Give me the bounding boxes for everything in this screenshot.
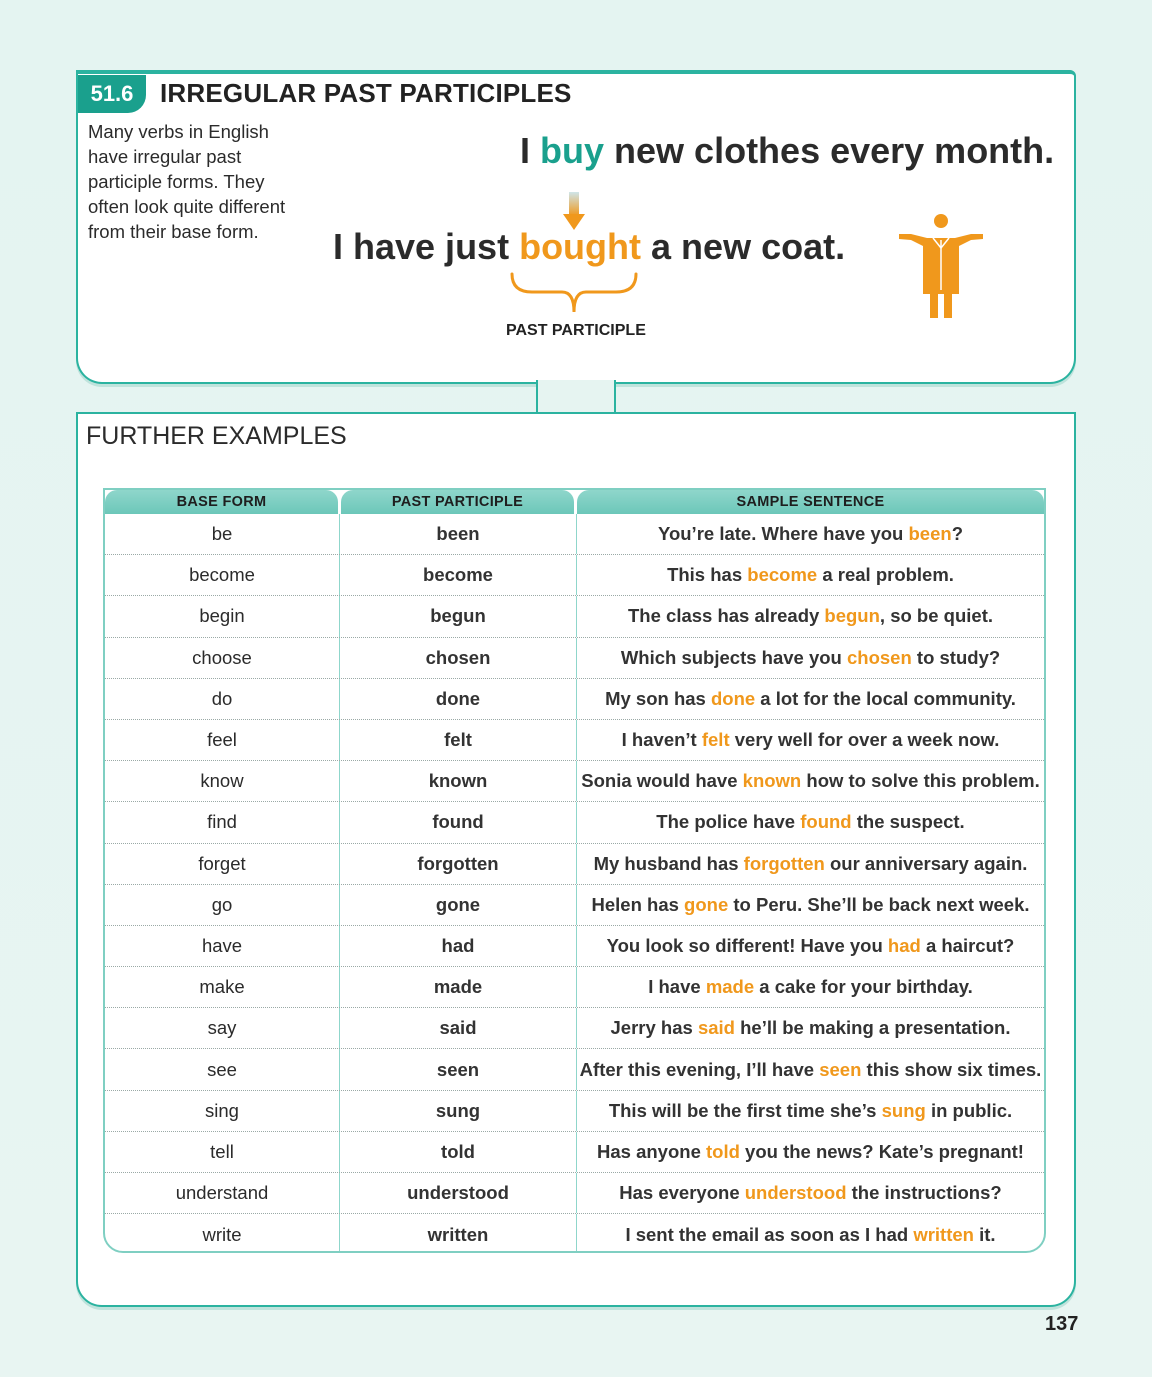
sentence-highlight: said — [697, 1017, 735, 1039]
table-header — [105, 490, 1044, 514]
sentence-highlight: forgotten — [743, 852, 825, 874]
intro-text: Many verbs in English have irregular past participle forms. They often look quite different from their base form. — [88, 121, 286, 242]
table-row — [105, 761, 1044, 802]
cell-sample-sentence — [577, 885, 1044, 925]
cell-base-form: feel — [105, 720, 340, 760]
table-row — [105, 1091, 1044, 1132]
sentence-highlight: begun — [824, 605, 880, 627]
example-post: new clothes every month. — [604, 130, 1055, 171]
cell-sample-sentence — [577, 1091, 1044, 1131]
sentence-post: our anniversary again. — [824, 852, 1028, 874]
table-row — [105, 802, 1044, 843]
sentence-pre: Helen has — [591, 893, 685, 915]
table-row — [105, 926, 1044, 967]
cell-past-participle: told — [340, 1132, 577, 1172]
table-row — [105, 596, 1044, 637]
cell-base-form: begin — [105, 596, 340, 636]
sentence-pre: I sent the email as soon as I had — [625, 1223, 914, 1245]
sentence-highlight: written — [913, 1223, 974, 1245]
cell-base-form: become — [105, 555, 340, 595]
cell-sample-sentence — [577, 1173, 1044, 1213]
cell-past-participle: said — [340, 1008, 577, 1048]
cell-sample-sentence — [577, 802, 1044, 842]
cell-past-participle: forgotten — [340, 844, 577, 884]
sentence-highlight: gone — [684, 893, 729, 915]
header-base-form: BASE FORM — [105, 490, 338, 514]
sentence-pre: I have — [648, 976, 706, 998]
sentence-post: a real problem. — [817, 564, 954, 586]
example-past-participle: bought — [519, 226, 642, 267]
sentence-post: to Peru. She’ll be back next week. — [728, 893, 1030, 915]
example-sentence-perfect — [333, 226, 845, 268]
sentence-post: , so be quiet. — [879, 605, 993, 627]
cell-sample-sentence — [577, 720, 1044, 760]
cell-base-form: see — [105, 1049, 340, 1089]
further-examples-title: FURTHER EXAMPLES — [86, 422, 347, 450]
table-row — [105, 514, 1044, 555]
cell-past-participle: written — [340, 1214, 577, 1253]
cell-sample-sentence — [577, 514, 1044, 554]
panel-connector — [536, 380, 616, 416]
sentence-post: very well for over a week now. — [729, 729, 1000, 751]
cell-past-participle: known — [340, 761, 577, 801]
cell-sample-sentence — [577, 596, 1044, 636]
man-in-coat-icon — [897, 212, 985, 322]
cell-sample-sentence — [577, 1049, 1044, 1089]
sentence-pre: I haven’t — [621, 729, 702, 751]
table-row — [105, 1008, 1044, 1049]
example2-pre: I have just — [333, 226, 520, 267]
cell-sample-sentence — [577, 638, 1044, 678]
header-past-participle: PAST PARTICIPLE — [341, 490, 574, 514]
cell-base-form: tell — [105, 1132, 340, 1172]
cell-base-form: understand — [105, 1173, 340, 1213]
cell-sample-sentence — [577, 761, 1044, 801]
sentence-post: the suspect. — [851, 811, 965, 833]
sentence-pre: Which subjects have you — [620, 646, 847, 668]
sentence-post: how to solve this problem. — [801, 770, 1040, 792]
section-title: IRREGULAR PAST PARTICIPLES — [160, 78, 572, 108]
sentence-post: you the news? Kate’s pregnant! — [739, 1140, 1024, 1162]
cell-sample-sentence — [577, 1008, 1044, 1048]
sentence-highlight: been — [908, 523, 952, 545]
sentence-pre: Has anyone — [597, 1140, 707, 1162]
table-row — [105, 555, 1044, 596]
example-base-verb: buy — [540, 130, 605, 171]
sentence-post: this show six times. — [861, 1058, 1042, 1080]
sentence-pre: Jerry has — [610, 1017, 698, 1039]
cell-base-form: do — [105, 679, 340, 719]
sentence-highlight: told — [706, 1140, 740, 1162]
sentence-post: in public. — [925, 1099, 1013, 1121]
brace-icon — [508, 272, 640, 316]
sentence-highlight: sung — [881, 1099, 926, 1121]
cell-past-participle: become — [340, 555, 577, 595]
table-row — [105, 1214, 1044, 1253]
table-row — [105, 844, 1044, 885]
example-pre: I — [520, 130, 541, 171]
sentence-highlight: had — [887, 934, 921, 956]
sentence-pre: My husband has — [593, 852, 744, 874]
past-participle-label: PAST PARTICIPLE — [506, 322, 646, 339]
cell-base-form: sing — [105, 1091, 340, 1131]
sentence-pre: Sonia would have — [581, 770, 743, 792]
sentence-highlight: become — [747, 564, 818, 586]
sentence-highlight: understood — [744, 1182, 847, 1204]
cell-sample-sentence — [577, 555, 1044, 595]
example2-post: a new coat. — [641, 226, 846, 267]
sentence-post: to study? — [911, 646, 1001, 668]
cell-base-form: go — [105, 885, 340, 925]
table-row — [105, 638, 1044, 679]
cell-base-form: write — [105, 1214, 340, 1253]
sentence-pre: The class has already — [628, 605, 825, 627]
sentence-highlight: found — [800, 811, 852, 833]
sentence-highlight: felt — [701, 729, 730, 751]
sentence-highlight: seen — [819, 1058, 862, 1080]
sentence-highlight: known — [742, 770, 802, 792]
cell-base-form: forget — [105, 844, 340, 884]
sentence-highlight: made — [705, 976, 755, 998]
sentence-post: he’ll be making a presentation. — [734, 1017, 1011, 1039]
header-sample-sentence: SAMPLE SENTENCE — [577, 490, 1044, 514]
examples-table — [103, 488, 1046, 1253]
sentence-post: it. — [973, 1223, 996, 1245]
sentence-pre: Has everyone — [619, 1182, 745, 1204]
cell-past-participle: gone — [340, 885, 577, 925]
sentence-post: a cake for your birthday. — [754, 976, 973, 998]
cell-past-participle: felt — [340, 720, 577, 760]
section-number: 51.6 — [78, 75, 146, 113]
sentence-pre: This has — [667, 564, 748, 586]
sentence-pre: After this evening, I’ll have — [579, 1058, 820, 1080]
cell-sample-sentence — [577, 1214, 1044, 1253]
cell-base-form: know — [105, 761, 340, 801]
cell-sample-sentence — [577, 967, 1044, 1007]
cell-base-form: make — [105, 967, 340, 1007]
example-sentence-present — [520, 130, 1054, 172]
sentence-pre: You’re late. Where have you — [657, 523, 909, 545]
sentence-pre: This will be the first time she’s — [608, 1099, 882, 1121]
cell-past-participle: had — [340, 926, 577, 966]
cell-sample-sentence — [577, 1132, 1044, 1172]
cell-base-form: choose — [105, 638, 340, 678]
cell-past-participle: seen — [340, 1049, 577, 1089]
cell-base-form: say — [105, 1008, 340, 1048]
sentence-post: a haircut? — [920, 934, 1015, 956]
cell-base-form: be — [105, 514, 340, 554]
cell-past-participle: sung — [340, 1091, 577, 1131]
sentence-pre: The police have — [656, 811, 801, 833]
cell-past-participle: made — [340, 967, 577, 1007]
cell-sample-sentence — [577, 679, 1044, 719]
cell-base-form: have — [105, 926, 340, 966]
sentence-pre: My son has — [605, 687, 711, 709]
cell-past-participle: begun — [340, 596, 577, 636]
cell-sample-sentence — [577, 926, 1044, 966]
sentence-pre: You look so different! Have you — [606, 934, 888, 956]
table-row — [105, 1173, 1044, 1214]
table-row — [105, 1132, 1044, 1173]
cell-base-form: find — [105, 802, 340, 842]
table-row — [105, 1049, 1044, 1090]
cell-past-participle: done — [340, 679, 577, 719]
cell-past-participle: found — [340, 802, 577, 842]
table-row — [105, 720, 1044, 761]
cell-past-participle: chosen — [340, 638, 577, 678]
cell-past-participle: understood — [340, 1173, 577, 1213]
table-row — [105, 885, 1044, 926]
sentence-post: a lot for the local community. — [755, 687, 1016, 709]
page-number: 137 — [1045, 1313, 1079, 1335]
table-body — [105, 514, 1044, 1253]
sentence-highlight: done — [710, 687, 756, 709]
sentence-highlight: chosen — [847, 646, 912, 668]
cell-past-participle: been — [340, 514, 577, 554]
table-row — [105, 679, 1044, 720]
cell-sample-sentence — [577, 844, 1044, 884]
sentence-post: ? — [951, 523, 963, 545]
sentence-post: the instructions? — [846, 1182, 1002, 1204]
table-row — [105, 967, 1044, 1008]
